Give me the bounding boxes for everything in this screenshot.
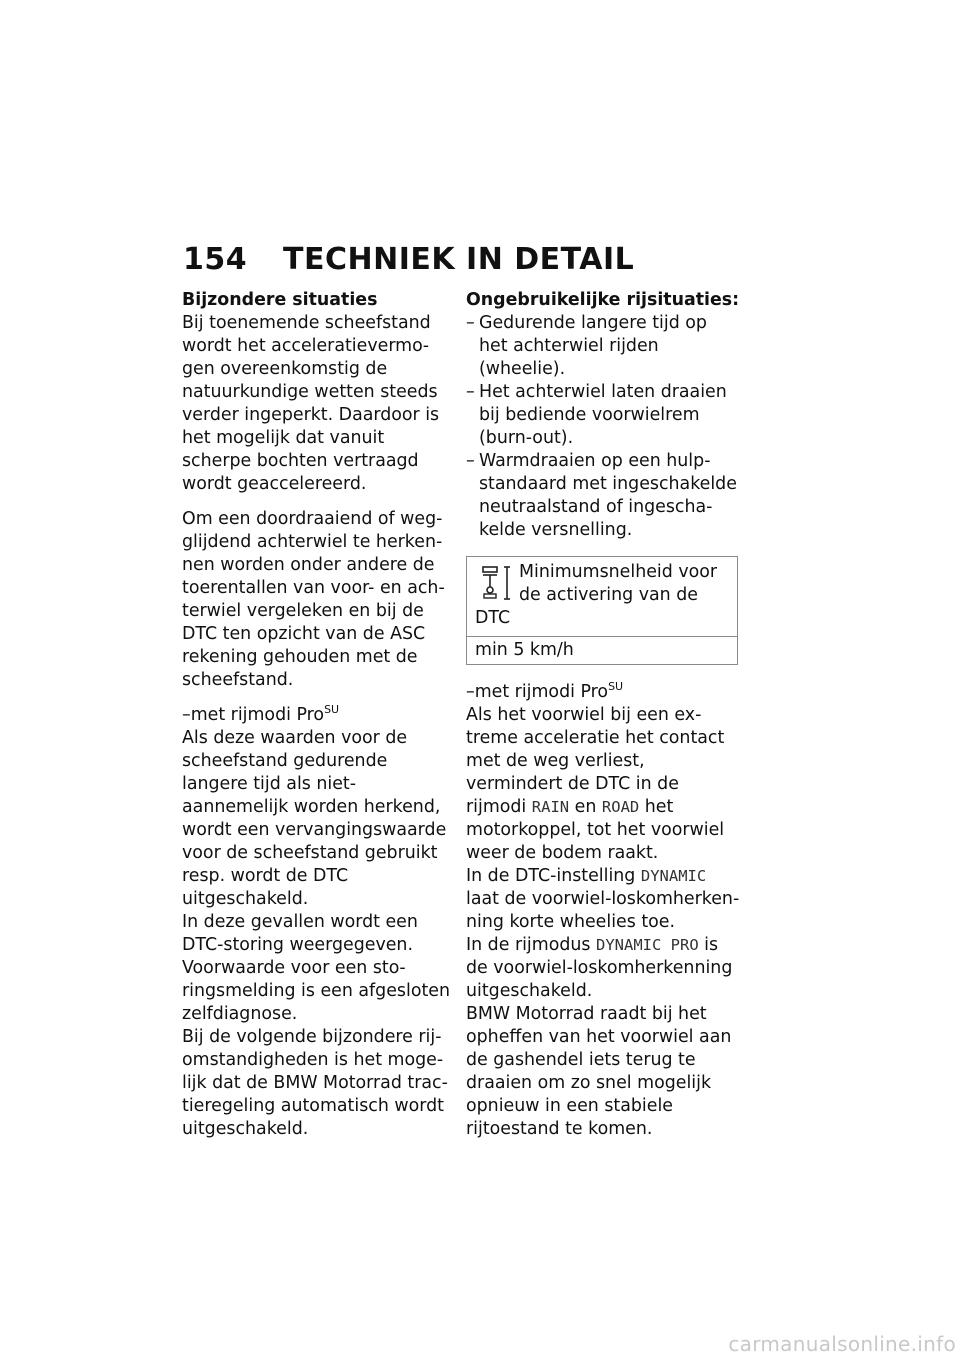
unusual-situations-list <box>466 312 740 542</box>
text-run: laat de voorwiel-loskomherkenning korte wheelies toe. <box>466 889 740 932</box>
option-superscript: SU <box>608 680 624 693</box>
mode-dynamic: DYNAMIC <box>640 867 707 885</box>
option-riding-modes-pro <box>466 681 740 704</box>
paragraph-auto-disable: Bij de volgende bijzondere rijomstandigheden is het mogelijk dat de BMW Motorrad tractieregeling automatisch wordt uitgeschakeld. <box>182 1027 448 1139</box>
page-number: 154 <box>183 242 248 277</box>
paragraph-dynamic-pro <box>466 934 740 1003</box>
paragraph-dynamic-setting <box>466 865 740 934</box>
heading-unusual-situations: Ongebruikelijke rijsituaties: <box>466 290 740 310</box>
paragraph-front-wheel-lift <box>466 704 740 865</box>
option-label: –met rijmodi Pro <box>466 682 609 702</box>
mode-dynamic-pro: DYNAMIC PRO <box>596 936 699 954</box>
paragraph-recommendation: BMW Motorrad raadt bij het opheffen van het voorwiel aan de gashendel iets terug te draaien om zo snel mogelijk opnieuw in een stabiele rijtoestand te komen. <box>466 1004 732 1139</box>
text-run: het motorkoppel, tot het voorwiel weer de bodem raakt. <box>466 797 725 863</box>
list-item: – Het achterwiel laten draaien bij bediende voorwielrem (burn-out). <box>466 381 740 450</box>
paragraph-wheel-detection: Om een doordraaiend of wegglijdend achterwiel te herkennen worden onder andere de toerentallen van voor- en achterwiel vergeleken en bij de DTC ten opzicht van de ASC rekening gehouden met de scheefstand. <box>182 509 445 690</box>
option-superscript: SU <box>324 703 340 716</box>
text-run: Als het voorwiel bij een extreme acceleratie het contact met de weg verliest, vermindert de DTC in de rijmodi <box>466 705 725 817</box>
text-run: In de DTC-instelling <box>466 866 641 886</box>
page-header <box>183 240 783 280</box>
list-item: – Warmdraaien op een hulpstandaard met ingeschakelde neutraalstand of ingeschakelde versnelling. <box>466 450 740 542</box>
list-item: – Gedurende langere tijd op het achterwiel rijden (wheelie). <box>466 312 740 381</box>
mode-road: ROAD <box>601 798 640 816</box>
paragraph-lean-angle: Bij toenemende scheefstand wordt het acceleratievermogen overeenkomstig de natuurkundige wetten steeds verder ingeperkt. Daardoor is het mogelijk dat vanuit scherpe bochten vertraagd wordt geaccelereerd. <box>182 313 440 494</box>
spec-box <box>466 556 738 665</box>
right-column <box>466 289 740 1141</box>
option-riding-modes-pro <box>182 704 450 727</box>
section-title: TECHNIEK IN DETAIL <box>283 242 635 277</box>
piston-gauge-icon <box>479 563 513 603</box>
spec-box-label <box>467 557 737 636</box>
mode-rain: RAIN <box>531 798 570 816</box>
text-run: is de voorwiel-loskomherkenning uitgeschakeld. <box>466 935 733 1001</box>
option-label: –met rijmodi Pro <box>182 705 325 725</box>
left-column <box>182 289 450 1141</box>
paragraph-dtc-fault: In deze gevallen wordt een DTC-storing weergegeven. <box>182 912 418 955</box>
spec-label-line1: Minimumsnelheid voor <box>519 562 718 582</box>
paragraph-self-diagnosis: Voorwaarde voor een storingsmelding is een afgesloten zelfdiagnose. <box>182 958 450 1024</box>
spec-value: min 5 km/h <box>467 636 737 664</box>
text-run: In de rijmodus <box>466 935 596 955</box>
spec-label-line3: DTC <box>475 608 511 628</box>
text-run: en <box>569 797 602 817</box>
spec-label-line2: de activering van de <box>519 585 698 605</box>
heading-special-situations: Bijzondere situaties <box>182 290 378 310</box>
paragraph-substitute-value: Als deze waarden voor de scheefstand gedurende langere tijd als niet-aannemelijk worden herkend, wordt een vervangingswaarde voor de scheefstand gebruikt resp. wordt de DTC uitgeschakeld. <box>182 728 447 909</box>
watermark: carmanualsonline.info <box>728 1332 956 1356</box>
